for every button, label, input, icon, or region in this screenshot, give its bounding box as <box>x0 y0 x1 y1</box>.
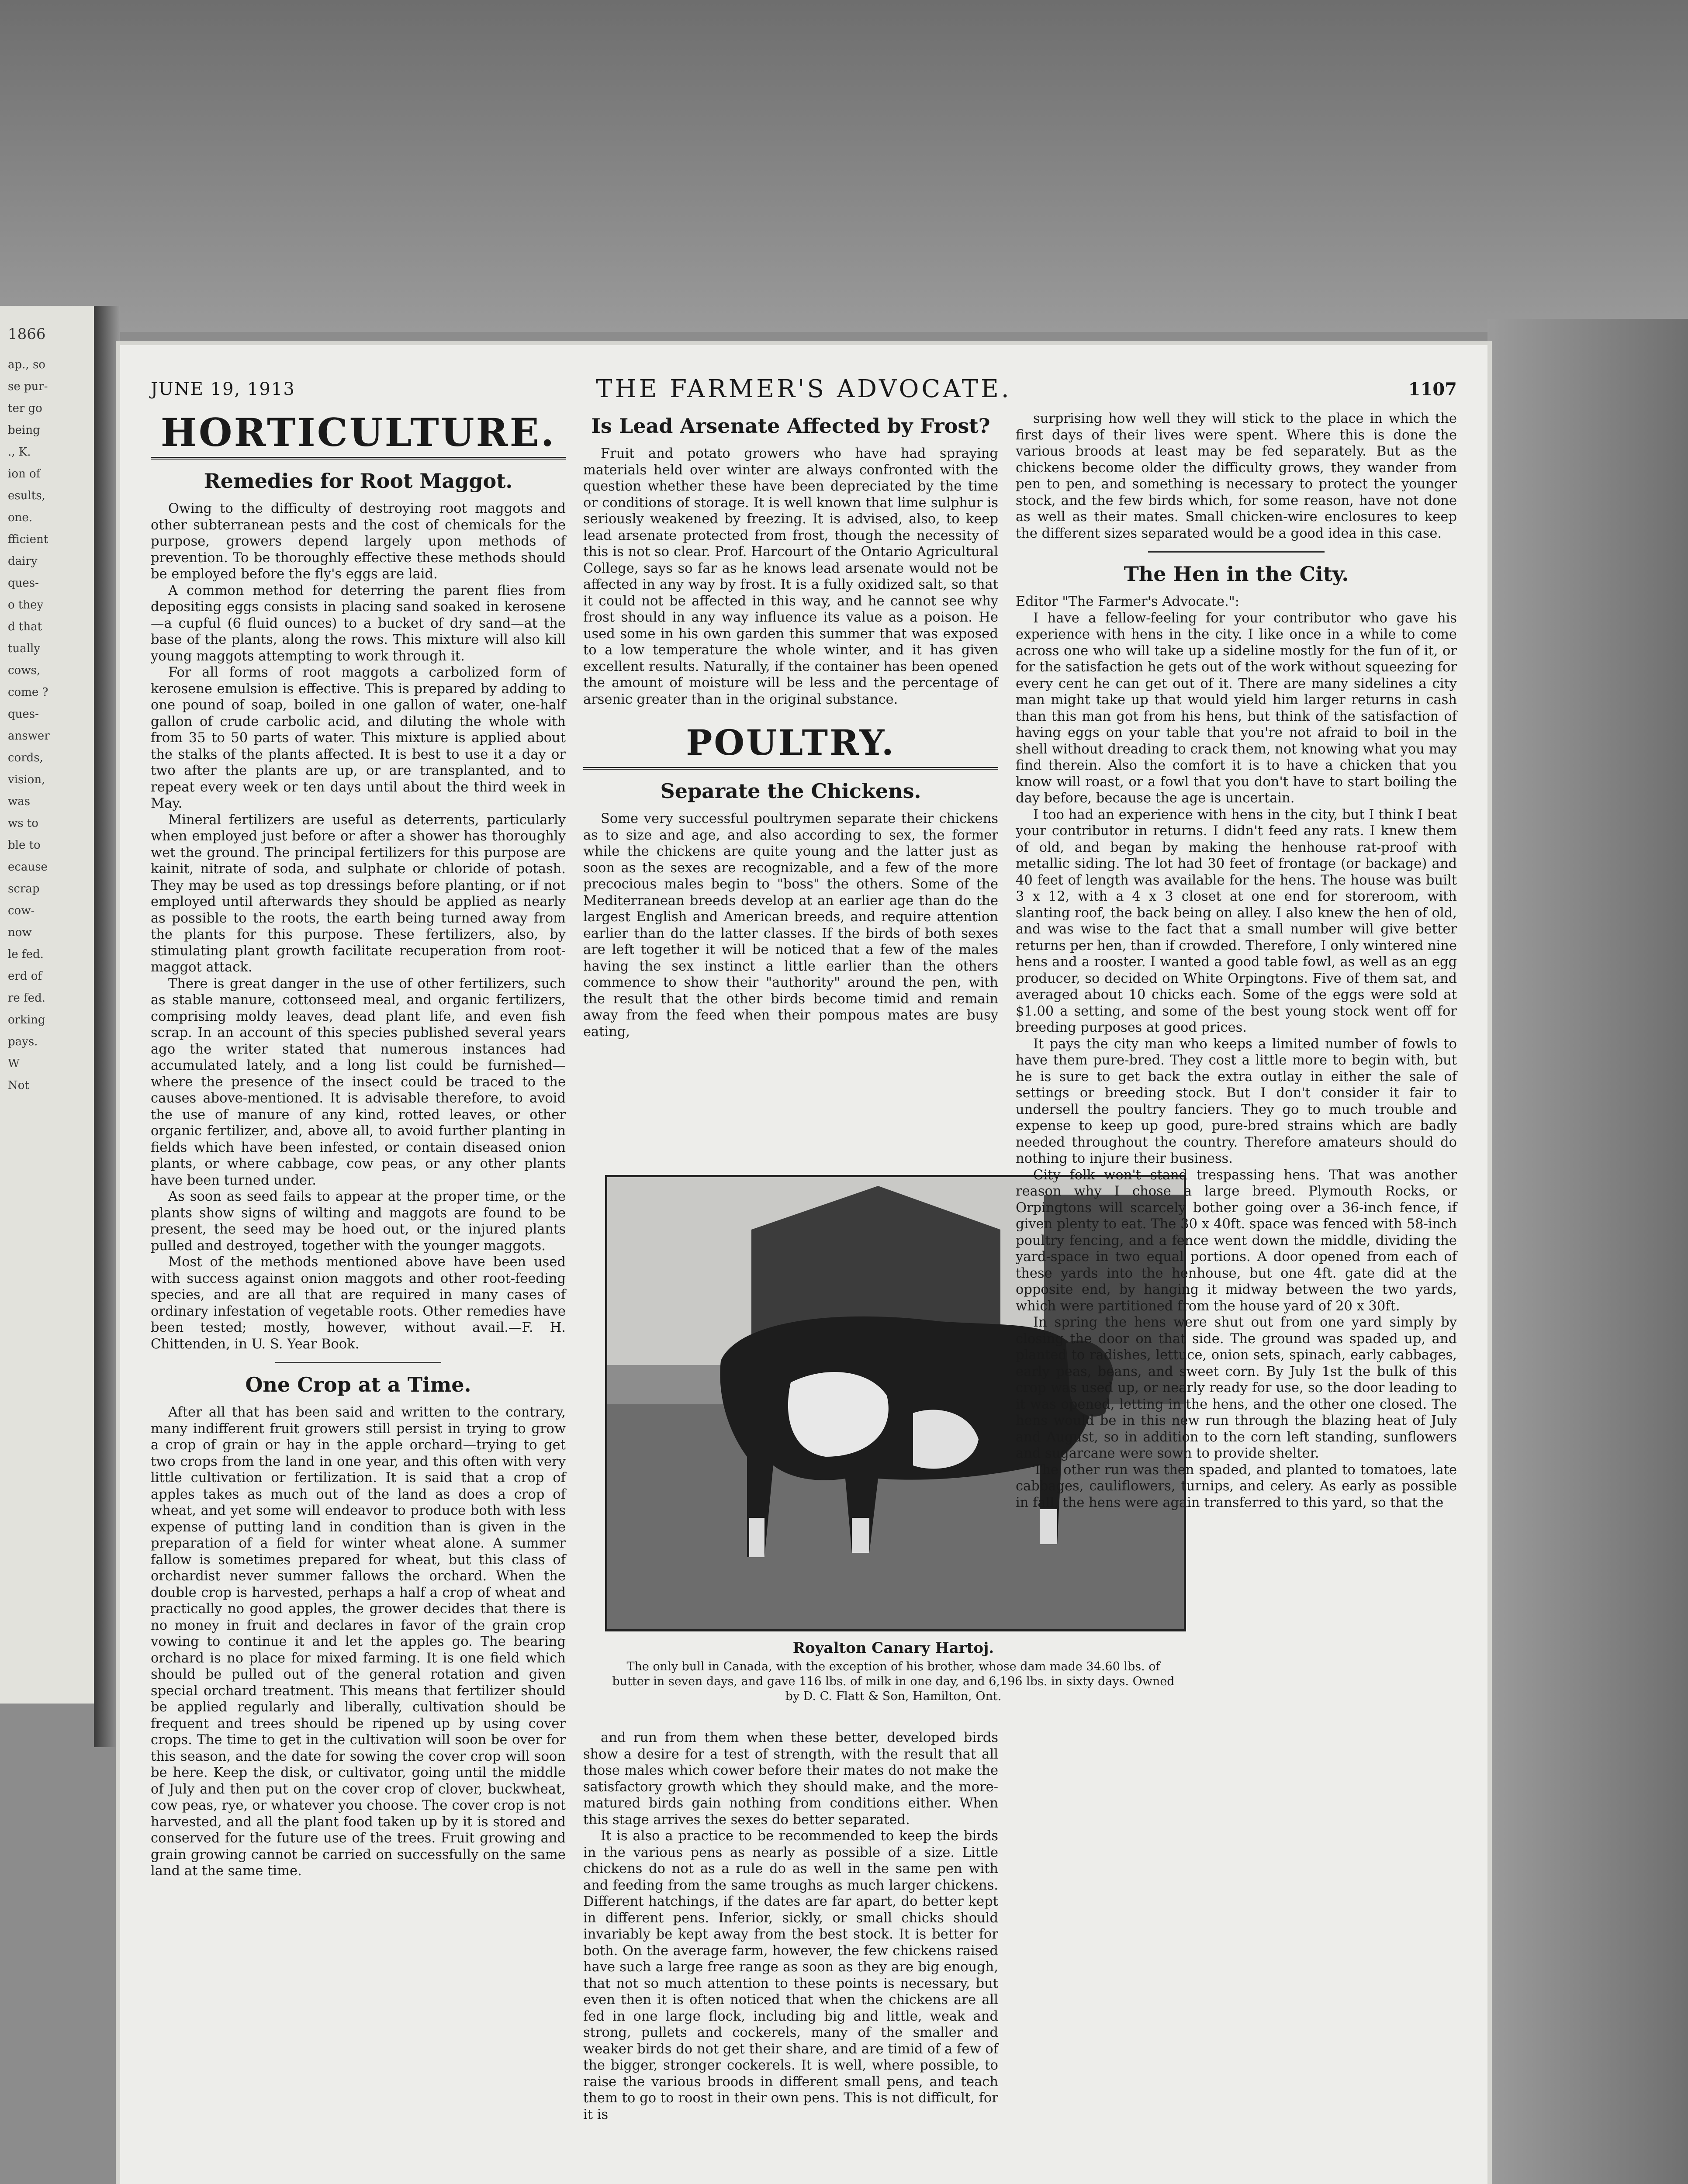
article-body-root-maggot <box>151 501 566 1352</box>
left-page-fragment-line: ap., so <box>8 358 45 371</box>
column-3 <box>1016 411 1457 1511</box>
paragraph: A common method for deterring the parent flies from depositing eggs consists in placing sand soaked in kerosene—a cupful (6 fluid ounces) to a bucket of dry sand—at the base of the plants, along the rows. This mixture will also kill young maggots attempting to work through it. <box>151 583 566 664</box>
left-page-fragment-line: erd of <box>8 970 42 983</box>
left-page-fragment-line: pays. <box>8 1035 38 1048</box>
left-page-fragment <box>0 306 97 1704</box>
left-page-fragment-line: ion of <box>8 467 41 480</box>
left-page-fragment-line: come ? <box>8 686 48 699</box>
paragraph: and run from them when these better, developed birds show a desire for a test of strength, with the result that all those males which cower before their mates do not make the satisfactory growth which they should make, and the more-matured birds gain nothing from conditions either. When this stage arrives the sexes do better separated. <box>583 1730 998 1828</box>
left-page-fragment-line: ., K. <box>8 446 31 459</box>
page-header <box>151 375 1457 405</box>
left-page-fragment-line: d that <box>8 620 42 633</box>
article-title-lead-arsenate: Is Lead Arsenate Affected by Frost? <box>591 414 990 438</box>
paragraph: I too had an experience with hens in the city, but I think I beat your contributor in returns. I didn't feed any rats. I knew them of old, and began by making the henhouse rat-proof with metallic siding. The lot had 30 feet of frontage (or backage) and 40 feet of length was available for the hens. The house was built 3 x 12, with a 4 x 3 closet at one end for storeroom, with slanting roof, the back being on alley. I also knew the hen of old, and was wise to the fact that a small number will give better returns per hen, than if crowded. Therefore, I only wintered nine hens and a rooster. I wanted a good table fowl, as well as an egg producer, so decided on White Orpingtons. Five of them sat, and averaged about 10 chicks each. Some of the eggs were sold at $1.00 a setting, and some of the best young stock went off for breeding purposes at good prices. <box>1016 807 1457 1035</box>
photo-caption-title: Royalton Canary Hartoj. <box>792 1639 994 1657</box>
article-body-separate-chickens <box>583 811 998 1040</box>
paragraph: There is great danger in the use of other fertilizers, such as stable manure, cottonseed meal, and organic fertilizers, comprising moldy leaves, dead plant life, and even fish scrap. In an account of this species published several years ago the writer stated that numerous instances had accumulated lately, and a long list could be furnished—where the presence of the insect could be traced to the causes above-mentioned. It is advisable therefore, to avoid the use of manure of any kind, rotted leaves, or other organic fertilizer, and, above all, to avoid further planting in fields which have been infested, or contain diseased onion plants, or where cabbage, cow peas, or any other plants have been turned under. <box>151 976 566 1188</box>
page-number: 1107 <box>1408 379 1457 400</box>
left-page-fragment-line: se pur- <box>8 380 48 393</box>
left-page-fragment-line: ecause <box>8 860 48 874</box>
left-page-fragment-line: vision, <box>8 773 45 786</box>
column-1 <box>151 411 566 1880</box>
left-page-fragment-line: orking <box>8 1013 45 1026</box>
paragraph: The other run was then spaded, and planted to tomatoes, late cabbages, cauliflowers, turnips, and celery. As early as possible in fall, the hens were again transferred to this yard, so that the <box>1016 1462 1457 1510</box>
masthead: THE FARMER'S ADVOCATE. <box>596 375 1012 403</box>
left-page-fragment-line: being <box>8 424 40 437</box>
left-page-fragment-line: dairy <box>8 555 38 568</box>
left-page-fragment-line: fficient <box>8 533 48 546</box>
paragraph: As soon as seed fails to appear at the proper time, or the plants show signs of wilting and maggots are found to be present, the seed may be hoed out, or the injured plants pulled and destroyed, together with the younger maggots. <box>151 1189 566 1254</box>
column-2-continued <box>583 1730 998 2123</box>
paragraph: Fruit and potato growers who have had spraying materials held over winter are always confronted with the question whether these have been depreciated by the time or conditions of storage. It is well known that lime sulphur is seriously weakened by freezing. It is advised, also, to keep lead arsenate protected from frost, though the necessity of this is not so clear. Prof. Harcourt of the Ontario Agricultural College, says so far as he knows lead arsenate would not be affected in any way by frost. It is a fully oxidized salt, so that it could not be affected in this way, and he cannot see why frost should in any way influence its value as a poison. He used some in his own garden this summer that was exposed to a low temperature the whole winter, and it has given excellent results. Naturally, if the container has been opened the amount of moisture will be less and the percentage of arsenic greater than in the original substance. <box>583 446 998 707</box>
left-page-fragment-line: tually <box>8 642 41 655</box>
book-spine <box>94 306 120 1747</box>
column-3-intro <box>1016 411 1457 542</box>
department-heading-poultry: POULTRY. <box>583 721 998 770</box>
left-page-fragment-line: ques- <box>8 577 39 590</box>
paragraph: It pays the city man who keeps a limited number of fowls to have them pure-bred. They cost a little more to begin with, but he is sure to get back the extra outlay in either the sale of settings or breeding stock. But I don't consider it fair to undersell the poultry fanciers. They go to much trouble and expense to keep up good, pure-bred strains which are badly needed throughout the country. Therefore amateurs should do nothing to injure their business. <box>1016 1036 1457 1166</box>
divider <box>1148 551 1325 553</box>
paragraph: I have a fellow-feeling for your contributor who gave his experience with hens in the city. I like once in a while to come across one who will take up a sideline mostly for the fun of it, or for the satisfaction he gets out of the work without squeezing for every cent he can get out of it. There are many sidelines a city man might take up that would yield him larger returns in cash than this man got from his hens, but think of the satisfaction of having eggs on your table that you're not afraid to boil in the shell without dreading to crack them, not knowing what you may find therein. Also the comfort it is to have a chicken that you know will roast, or a fowl that you don't have to start boiling the day before, because the age is uncertain. <box>1016 610 1457 806</box>
left-page-fragment-line: W <box>8 1057 20 1070</box>
left-page-fragment-line: cords, <box>8 751 43 764</box>
article-title-separate-chickens: Separate the Chickens. <box>660 779 921 803</box>
left-page-fragment-line: ter go <box>8 402 42 415</box>
paragraph: Mineral fertilizers are useful as deterrents, particularly when employed just before or after a shower has thoroughly wet the ground. The principal fertilizers for this purpose are kainit, nitrate of soda, and sulphate or chloride of potash. They may be used as top dressings before planting, or if not employed until afterwards they should be applied as nearly as possible to the roots, the earth being turned away from the plants for this purpose. These fertilizers, also, by stimulating plant growth facilitate recuperation from root-maggot attack. <box>151 812 566 975</box>
paragraph: For all forms of root maggots a carbolized form of kerosene emulsion is effective. This is prepared by adding to one pound of soap, boiled in one gallon of water, one-half gallon of crude carbolic acid, and diluting the whole with from 35 to 50 parts of water. This mixture is applied about the stalks of the plants affected. It is best to use it a day or two after the plants are up, or are transplanted, and to repeat every week or ten days until about the third week in May. <box>151 665 566 811</box>
photo-caption-text: The only bull in Canada, with the exception of his brother, whose dam made 34.60 lbs. of butter in seven days, and gave 116 lbs. of milk in one day, and 6,196 lbs. in sixty days. Owned by D. C. Flatt & Son, Hamilton, Ont. <box>612 1660 1175 1703</box>
left-page-fragment-line: ws to <box>8 817 38 830</box>
left-page-fragment-line: ques- <box>8 708 39 721</box>
left-page-fragment-line: Not <box>8 1079 29 1092</box>
left-page-fragment-line: answer <box>8 729 50 743</box>
left-page-fragment-line: o they <box>8 598 44 612</box>
article-body-hen-in-city <box>1016 610 1457 1511</box>
left-page-fragment-line: esults, <box>8 489 45 502</box>
left-page-fragment-line: cows, <box>8 664 41 677</box>
issue-date: JUNE 19, 1913 <box>151 379 295 399</box>
left-page-fragment-line: re fed. <box>8 992 45 1005</box>
left-page-number: 1866 <box>8 325 46 343</box>
newspaper-page <box>120 345 1487 2184</box>
scan-background-right <box>1487 319 1688 2184</box>
scan-background-top <box>0 0 1688 332</box>
salutation: Editor "The Farmer's Advocate.": <box>1016 594 1240 609</box>
left-page-text <box>0 306 94 1096</box>
article-title-root-maggot: Remedies for Root Maggot. <box>204 469 513 493</box>
left-page-fragment-line: le fed. <box>8 948 44 961</box>
paragraph: It is also a practice to be recommended to keep the birds in the various pens as nearly as possible of a size. Little chickens do not as a rule do as well in the same pen with and feeding from the same troughs as much larger chickens. Different hatchings, if the dates are far apart, do better kept in different pens. Inferior, sickly, or small chicks should invariably be kept away from the best stock. It is better for both. On the average farm, however, the few chickens raised have such a large free range as soon as they are big enough, that not so much attention to these points is necessary, but even then it is often noticed that when the chickens are all fed in one large flock, including big and little, weak and strong, pullets and cockerels, many of the smaller and weaker birds do not get their share, and are timid of a few of the bigger, stronger cockerels. It is well, where possible, to raise the various broods in different small pens, and teach them to go to roost in their own pens. This is not difficult, for it is <box>583 1828 998 2122</box>
article-body-separate-chickens-continued <box>583 1730 998 2123</box>
left-page-fragment-line: was <box>8 795 31 808</box>
left-page-fragment-line: cow- <box>8 904 35 917</box>
column-2 <box>583 411 998 1040</box>
article-title-hen-in-city: The Hen in the City. <box>1124 562 1349 586</box>
divider <box>275 1362 441 1363</box>
paragraph: surprising how well they will stick to the place in which the first days of their lives were spent. Where this is done the various broods at least may be fed separately. But as the chickens become older the difficulty grows, they wander from pen to pen, and something is necessary to protect the younger stock, and the few birds which, for some reason, have not done as well as their mates. Small chicken-wire enclosures to keep the different sizes separated would be a good idea in this case. <box>1016 411 1457 541</box>
left-page-fragment-line: ble to <box>8 839 41 852</box>
paragraph: After all that has been said and written to the contrary, many indifferent fruit growers still persist in trying to grow a crop of grain or hay in the apple orchard—trying to get two crops from the land in one year, and this often with very little cultivation or fertilization. It is said that a crop of apples takes as much out of the land as does a crop of wheat, and yet some will endeavor to produce both with less expense of putting land in condition than is given in the preparation of a field for winter wheat alone. A summer fallow is sometimes prepared for wheat, but this class of orchardist never summer fallows the orchard. When the double crop is harvested, perhaps a half a crop of wheat and practically no good apples, the grower decides that there is no money in fruit and declares in favor of the grain crop vowing to continue it and let the apples go. The bearing orchard is no place for mixed farming. It is one field which should be pulled out of the general rotation and given special orchard treatment. This means that fertilizer should be applied regularly and liberally, cultivation should be frequent and trees should be ripened up by using cover crops. The time to get in the cultivation will soon be over for this season, and the date for sowing the cover crop will soon be here. Keep the disk, or cultivator, going until the middle of July and then put on the cover crop of clover, buckwheat, cow peas, rye, or whatever you choose. The cover crop is not harvested, and all the plant food taken up by it is stored and conserved for the future use of the trees. Fruit growing and grain growing cannot be carried on successfully on the same land at the same time. <box>151 1405 566 1879</box>
paragraph: Some very successful poultrymen separate their chickens as to size and age, and also according to sex, the former while the chickens are quite young and the latter just as soon as the sexes are recognizable, and a few of the more precocious males begin to "boss" the others. Some of the Mediterranean breeds develop at an earlier age than do the largest English and American breeds, and require attention earlier than do the latter classes. If the birds of both sexes are left together it will be noticed that a few of the males having the sex instinct a little earlier than the others commence to show their "authority" around the pen, with the result that the other birds become timid and remain away from the feed when their pompous mates are busy eating, <box>583 811 998 1040</box>
article-title-one-crop: One Crop at a Time. <box>245 1373 471 1396</box>
article-body-lead-arsenate <box>583 446 998 708</box>
paragraph: Most of the methods mentioned above have been used with success against onion maggots and other root-feeding species, and are all that are required in many cases of ordinary infestation of vegetable roots. Other remedies have been tested; mostly, however, without avail.—F. H. Chittenden, in U. S. Year Book. <box>151 1254 566 1352</box>
left-page-fragment-line: scrap <box>8 882 40 895</box>
department-heading-horticulture: HORTICULTURE. <box>151 411 566 460</box>
article-body-one-crop <box>151 1404 566 1880</box>
paragraph: Owing to the difficulty of destroying root maggots and other subterranean pests and the cost of chemicals for the purpose, growers depend largely upon methods of prevention. To be thoroughly effective these methods should be employed before the fly's eggs are laid. <box>151 501 566 582</box>
left-page-fragment-line: one. <box>8 511 33 524</box>
left-page-fragment-line: now <box>8 926 32 939</box>
paragraph: In spring the hens were shut out from one yard simply by closing the door on that side. The ground was spaded up, and planted to radishes, lettuce, onion sets, spinach, early cabbages, early peas, beans, and sweet corn. By July 1st the bulk of this crop was used up, or nearly ready for use, so the door leading to it was opened, letting in the hens, and the other one closed. The hens would be in this new run through the blazing heat of July and August, so in addition to the corn left standing, sunflowers and sugarcane were sown to provide shelter. <box>1016 1315 1457 1461</box>
paragraph: City folk won't stand trespassing hens. That was another reason why I chose a large breed. Plymouth Rocks, or Orpingtons will scarcely bother going over a 36-inch fence, if given plenty to eat. The 30 x 40ft. space was fenced with 58-inch poultry fencing, and a fence went down the middle, dividing the yard-space in two equal portions. A door opened from each of these yards into the henhouse, but one 4ft. gate did at the opposite end, by hanging it midway between the two yards, which were partitioned from the house yard of 20 x 30ft. <box>1016 1167 1457 1314</box>
